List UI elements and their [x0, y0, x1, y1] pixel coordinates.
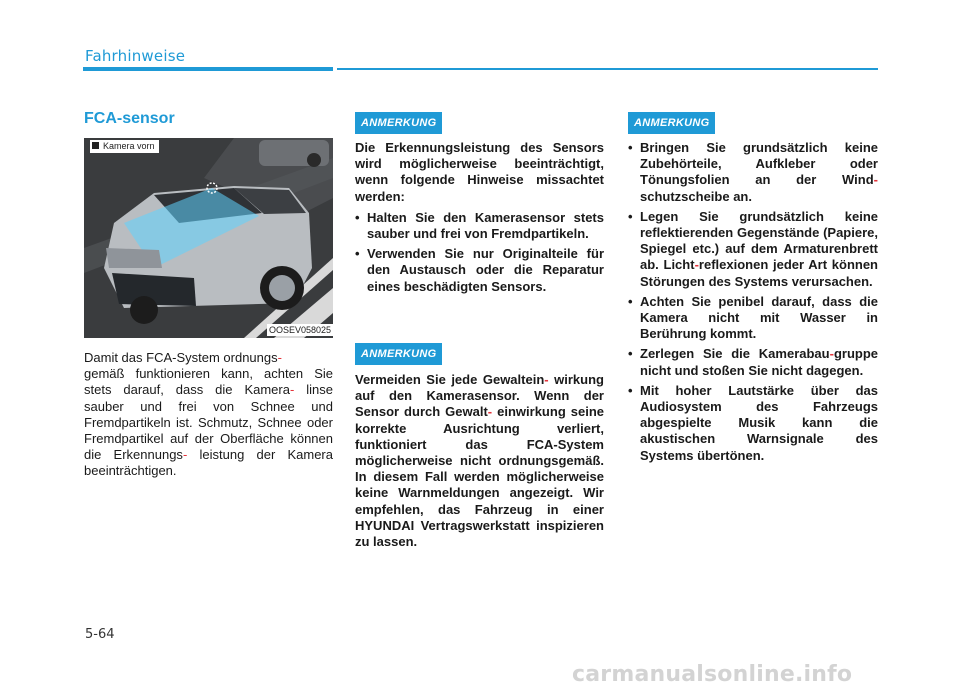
- list-item: [628, 294, 878, 343]
- hyphen: -: [289, 382, 295, 398]
- header-rule-thick: [83, 67, 333, 71]
- list-item: • Verwenden Sie nur Originalteile für den Austausch oder die Reparatur eines beschädigten Sensors.: [355, 246, 604, 295]
- figure-label-text: Kamera vorn: [103, 141, 155, 151]
- list-item-part: reflexionen jeder Art können Störungen des Systems verursachen.: [640, 257, 879, 289]
- list-item: [628, 209, 878, 290]
- note-badge: ANMERKUNG: [628, 112, 715, 134]
- hyphen: -: [694, 257, 699, 273]
- hyphen: -: [182, 447, 188, 463]
- list-item: [628, 140, 878, 205]
- list-item-part: Bringen Sie grundsätzlich keine Zubehörteile, Aufkleber oder Tönungsfolien an der Wind: [640, 140, 878, 188]
- hyphen: -: [277, 350, 282, 365]
- page-number: 5-64: [85, 627, 115, 642]
- note1-intro: Die Erkennungsleistung des Sensors wird möglicherweise beeinträchtigt, wenn folgende Hinweise missachtet werden:: [355, 140, 604, 204]
- note2-part: einwirkung seine korrekte Ausrichtung verliert, funktioniert das FCA-System möglicherweise nicht ordnungsgemäß. In diesem Fall werden möglicherweise keine Warnmeldungen angezeigt. Wir empfehlen, das Fahrzeug in einer HYUNDAI Vertragswerkstatt inspizieren zu lassen.: [355, 404, 604, 550]
- list-item-part: Mit hoher Lautstärke über das Audiosystem des Fahrzeugs abgespielte Musik kann die akustischen Warnsignale des Systems übertönen.: [640, 382, 878, 463]
- section-title: FCA-sensor: [84, 110, 175, 127]
- list-item-part: Legen Sie grundsätzlich keine reflektierenden Gegenstände (Papiere, Spiegel etc.) auf dem Armaturenbrett ab. Licht: [640, 208, 878, 273]
- left-paragraph-part: Damit das FCA-System ordnungs: [84, 350, 278, 365]
- watermark: carmanualsonline.info: [572, 662, 853, 687]
- hyphen: -: [544, 372, 549, 387]
- note2-body: [355, 372, 604, 550]
- hyphen: -: [829, 346, 834, 362]
- hyphen: -: [873, 172, 878, 188]
- list-item: [628, 346, 878, 378]
- square-icon: [92, 142, 99, 149]
- note2-part: Vermeiden Sie jede Gewaltein: [355, 372, 545, 387]
- figure-label: [90, 140, 159, 153]
- list-item: [628, 383, 878, 464]
- left-paragraph-part: linse sauber und frei von Schnee und Fremdpartikeln ist. Schmutz, Schnee oder Fremdpartikel auf der Oberfläche können die Erkennungs: [84, 382, 333, 463]
- note1-list: [355, 210, 604, 295]
- left-paragraph: [84, 350, 333, 480]
- note2-part: wirkung auf den Kamerasensor. Wenn der Sensor durch Gewalt: [355, 372, 604, 420]
- note1-body: [355, 140, 604, 299]
- note3-body: [628, 140, 878, 468]
- header-rule-thin: [337, 68, 878, 70]
- section-header: Fahrhinweise: [85, 47, 186, 65]
- left-paragraph-part: gemäß funktionieren kann, achten Sie stets darauf, dass die Kamera: [84, 366, 333, 398]
- list-item-part: Achten Sie penibel darauf, dass die Kamera nicht mit Wasser in Berührung kommt.: [640, 293, 878, 342]
- camera-figure: [84, 138, 333, 338]
- list-item: • Halten Sie den Kamerasensor stets sauber und frei von Fremdpartikeln.: [355, 210, 604, 242]
- hyphen: -: [487, 404, 493, 420]
- list-item-part: Zerlegen Sie die Kamerabau: [640, 346, 830, 362]
- note-badge: ANMERKUNG: [355, 343, 442, 365]
- note-badge: ANMERKUNG: [355, 112, 442, 134]
- car-illustration: [84, 138, 333, 338]
- list-item-part: gruppe nicht und stoßen Sie nicht dagegen.: [640, 346, 878, 378]
- left-paragraph-part: leistung der Kamera beeinträchtigen.: [84, 447, 333, 479]
- note3-list: [628, 140, 878, 464]
- figure-code: OOSEV058025: [268, 325, 331, 335]
- list-item-part: schutzscheibe an.: [640, 188, 752, 204]
